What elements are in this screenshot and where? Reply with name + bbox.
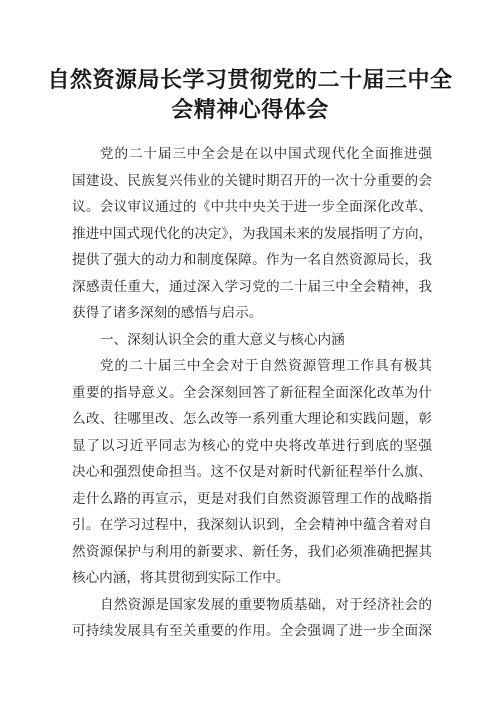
body-line: 国建设、民族复兴伟业的关键时期召开的一次十分重要的会: [72, 172, 432, 189]
document-title-line-1: 自然资源局长学习贯彻党的二十届三中全: [47, 68, 453, 93]
body-line: 党的二十届三中全会是在以中国式现代化全面推进强: [100, 146, 432, 162]
body-line: 决心和强烈使命担当。这不仅是对新时代新征程举什么旗、: [72, 464, 432, 480]
body-line: 提供了强大的动力和制度保障。作为一名自然资源局长，我: [72, 252, 432, 268]
body-line: 一、深刻认识全会的重大意义与核心内涵: [100, 331, 345, 348]
document-title-line-2: 会精神心得体会: [171, 98, 329, 123]
body-line: 获得了诸多深刻的感悟与启示。: [72, 305, 263, 321]
body-line: 重要的指导意义。全会深刻回答了新征程全面深化改革为什: [72, 384, 432, 401]
body-line: 引。在学习过程中，我深刻认识到，全会精神中蕴含着对自: [72, 517, 432, 533]
body-line: 么改、往哪里改、怎么改等一系列重大理论和实践问题，彰: [72, 411, 432, 427]
body-line: 推进中国式现代化的决定》，为我国未来的发展指明了方向，: [72, 225, 432, 242]
body-line: 走什么路的再宣示，更是对我们自然资源管理工作的战略指: [72, 490, 432, 507]
body-line: 可持续发展具有至关重要的作用。全会强调了进一步全面深: [72, 623, 432, 639]
body-line: 显了以习近平同志为核心的党中央将改革进行到底的坚强: [72, 437, 432, 454]
document-body: [72, 141, 432, 645]
body-line: 自然资源是国家发展的重要物质基础，对于经济社会的: [100, 596, 432, 613]
body-line: 核心内涵，将其贯彻到实际工作中。: [72, 570, 290, 586]
body-line: 然资源保护与利用的新要求、新任务，我们必须准确把握其: [72, 543, 432, 560]
body-line: 深感责任重大，通过深入学习党的二十届三中全会精神，我: [72, 278, 432, 295]
body-line: 党的二十届三中全会对于自然资源管理工作具有极其: [100, 358, 432, 374]
body-line: 议。会议审议通过的《中共中央关于进一步全面深化改革、: [72, 199, 432, 215]
